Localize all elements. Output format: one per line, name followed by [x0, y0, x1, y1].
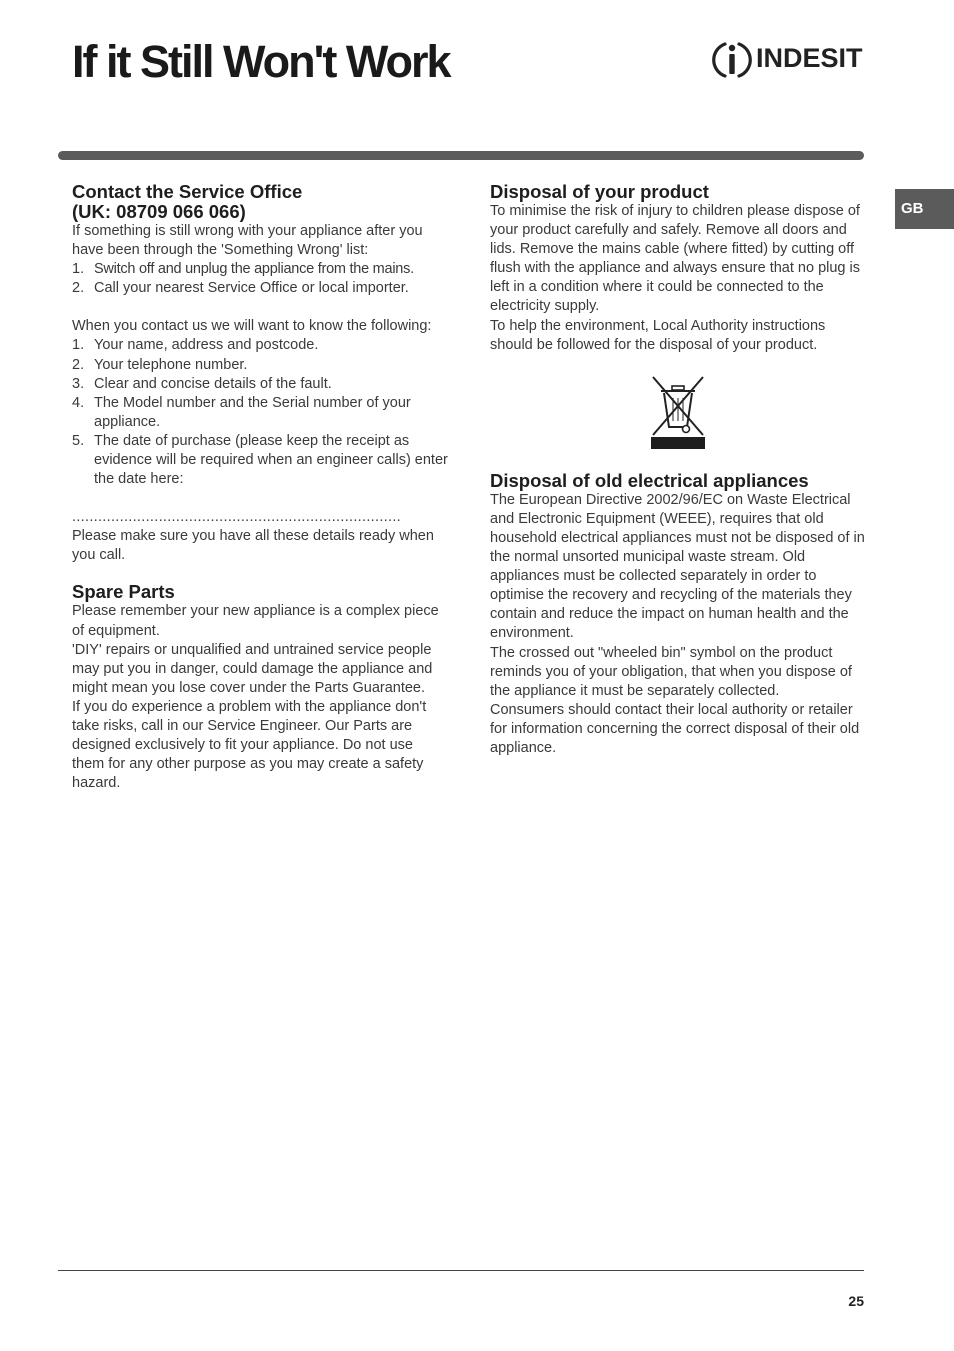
list-item: 1. Your name, address and postcode.	[72, 337, 319, 354]
left-column	[72, 182, 448, 793]
contact-heading-line1: Contact the Service Office	[72, 181, 303, 202]
crossed-out-wheeled-bin-icon	[651, 375, 705, 449]
disposal-old-heading: Disposal of old electrical appliances	[490, 469, 809, 491]
list-item: 5. The date of purchase (please keep the receipt as evidence will be required when an engineer calls) enter the date here:	[72, 432, 448, 488]
contact-heading-line2: (UK: 08709 066 066)	[72, 201, 246, 222]
indesit-i-logo-icon	[712, 38, 752, 82]
spare-parts-para: Please remember your new appliance is a complex piece of equipment.	[72, 603, 439, 639]
footer-divider	[58, 1270, 864, 1271]
list-item: 1. Switch off and unplug the appliance from the mains.	[72, 261, 414, 278]
spare-parts-section	[72, 582, 448, 793]
brand-name: INDESIT	[756, 43, 863, 73]
header-divider-bar	[58, 151, 864, 160]
list-item: 3. Clear and concise details of the fault.	[72, 375, 332, 392]
right-column	[490, 182, 866, 758]
language-tab: GB	[895, 189, 954, 229]
date-entry-line: ............................................................................	[72, 509, 401, 526]
contact-ready-note: Please make sure you have all these details ready when you call.	[72, 528, 434, 564]
disposal-old-section	[490, 471, 866, 758]
contact-intro: If something is still wrong with your appliance after you have been through the 'Something Wrong' list:	[72, 223, 423, 259]
disposal-product-para: To minimise the risk of injury to children please dispose of your product carefully and safely. Remove all doors and lids. Remove the mains cable (where fitted) by cutting off flush with the appliance and always ensure that no plug is left in a condition where it could be connected to the electricity supply.	[490, 203, 860, 315]
contact-heading	[72, 182, 448, 222]
spare-parts-para: If you do experience a problem with the appliance don't take risks, call in our Service Engineer. Our Parts are designed exclusively to fit your appliance. Do not use them for any other purpose as you may create a safety hazard.	[72, 698, 427, 792]
weee-symbol-area	[490, 355, 866, 471]
disposal-product-para: To help the environment, Local Authority instructions should be followed for the disposal of your product.	[490, 317, 826, 353]
page-number: 25	[848, 1293, 864, 1309]
spare-parts-heading: Spare Parts	[72, 581, 175, 603]
disposal-old-para: Consumers should contact their local authority or retailer for information concerning the correct disposal of their old appliance.	[490, 701, 860, 756]
list-item: 4. The Model number and the Serial number of your appliance.	[72, 394, 411, 430]
contact-know-intro: When you contact us we will want to know the following:	[72, 318, 432, 335]
disposal-product-section	[490, 182, 866, 355]
spare-parts-para: 'DIY' repairs or unqualified and untrained service people may put you in danger, could damage the appliance and might mean you lose cover under the Parts Guarantee.	[72, 641, 433, 696]
disposal-product-heading: Disposal of your product	[490, 181, 709, 202]
disposal-old-para: The European Directive 2002/96/EC on Waste Electrical and Electronic Equipment (WEEE), requires that old household electrical appliances must not be disposed of in the normal unsorted municipal waste stream. Old appliances must be collected separately in order to optimise the recovery and recycling of the materials they contain and reduce the impact on human health and the environment.	[490, 491, 865, 642]
disposal-old-para: The crossed out "wheeled bin" symbol on the product reminds you of your obligation, that when you dispose of the appliance it must be separately collected.	[490, 644, 852, 699]
contact-steps-list	[72, 260, 448, 298]
page-title: If it Still Won't Work	[72, 36, 450, 87]
list-item: 2. Your telephone number.	[72, 356, 248, 373]
list-item: 2. Call your nearest Service Office or local importer.	[72, 280, 409, 297]
contact-section	[72, 182, 448, 565]
brand-logo	[712, 38, 864, 82]
contact-details-list	[72, 336, 448, 489]
